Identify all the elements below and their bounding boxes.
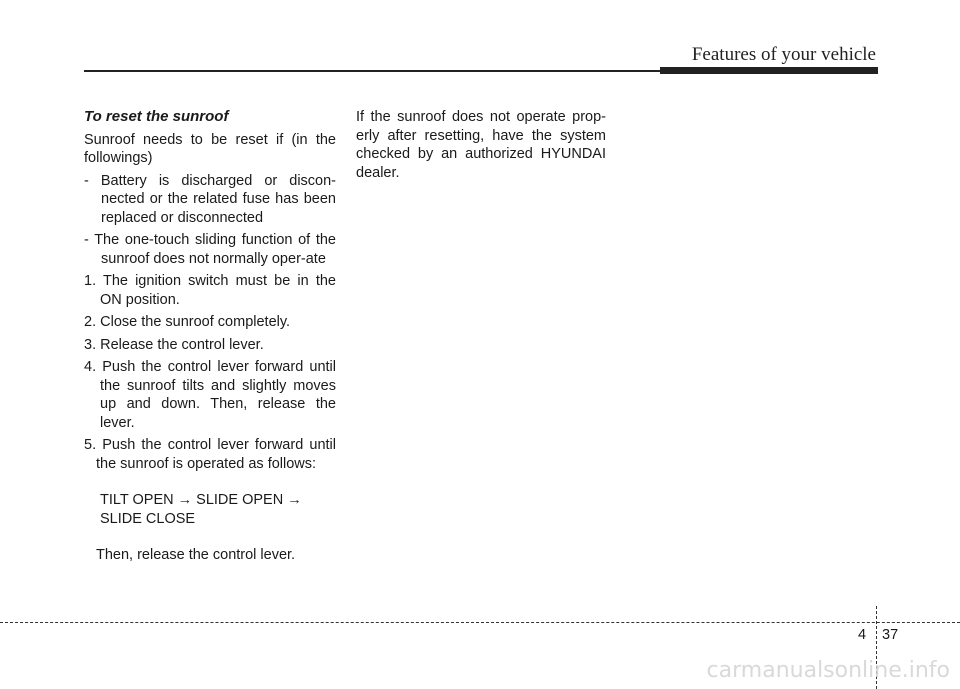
header-rule-thin: [84, 70, 660, 72]
step-item: 4. Push the control lever forward until the sunroof tilts and slightly moves up and down. Then, release the lever.: [84, 359, 336, 431]
final-instruction: Then, release the control lever.: [96, 547, 296, 563]
page-number: 37: [882, 627, 899, 643]
dealer-note: If the sunroof does not operate prop-erly after resetting, have the system checked by an authorized HYUNDAI dealer.: [356, 109, 606, 181]
left-column: [84, 108, 336, 565]
intro-text: Sunroof needs to be reset if (in the followings): [84, 131, 336, 166]
chapter-number: 4: [858, 627, 867, 643]
section-title: Features of your vehicle: [691, 44, 876, 65]
condition-item: - The one-touch sliding function of the sunroof does not normally oper-ate: [84, 232, 336, 267]
sequence-text: TILT OPEN → SLIDE OPEN → SLIDE CLOSE: [100, 492, 302, 527]
step-item: 1. The ignition switch must be in the ON position.: [84, 273, 336, 308]
right-column: [356, 108, 606, 182]
step-item: 5. Push the control lever forward until the sunroof is operated as follows:: [84, 437, 336, 472]
footer-rule: [0, 622, 960, 623]
header-rule-thick: [660, 67, 878, 74]
step-item: 2. Close the sunroof completely.: [84, 314, 291, 330]
reset-heading: To reset the sunroof: [84, 108, 229, 125]
condition-item: - Battery is discharged or discon-nected or the related fuse has been replaced or disconnected: [84, 172, 336, 226]
watermark-text: carmanualsonline.info: [706, 658, 950, 683]
step-item: 3. Release the control lever.: [84, 336, 264, 353]
